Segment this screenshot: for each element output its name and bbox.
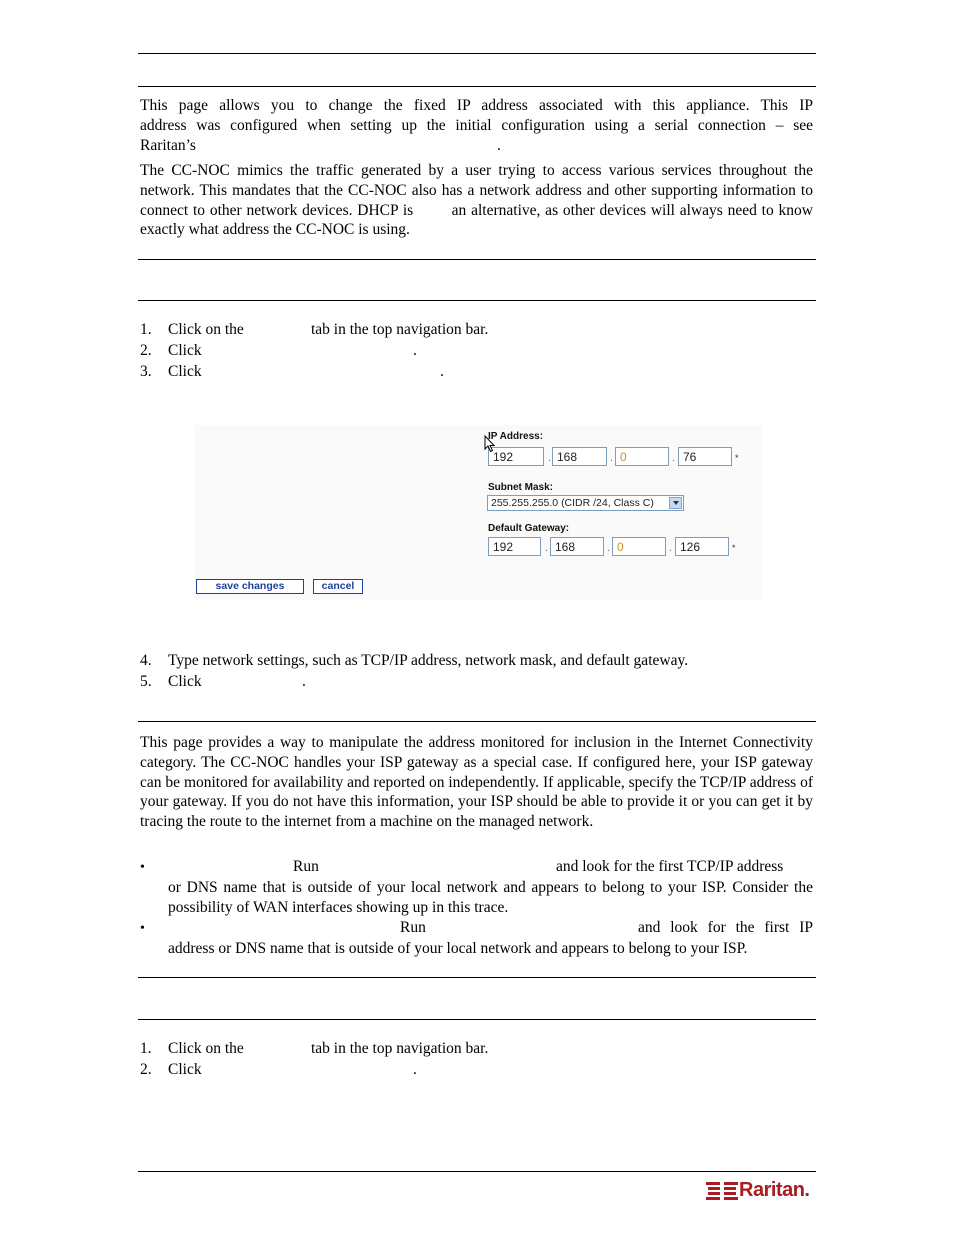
- bullet-text: and look for the first TCP/IP address: [556, 858, 784, 875]
- intro-line-2: address was configured when setting up the initial configuration using a serial connection – see: [140, 117, 813, 134]
- ip-octet-4-input[interactable]: 76: [678, 447, 732, 466]
- ip-address-label: IP Address:: [488, 431, 544, 442]
- step-text-end: .: [440, 363, 444, 380]
- step-text: Type network settings, such as TCP/IP address, network mask, and default gateway.: [168, 652, 689, 669]
- octet-separator: .: [548, 453, 551, 464]
- chevron-down-icon[interactable]: [669, 497, 682, 509]
- bullet-text: and look for the first IP: [638, 919, 813, 936]
- ip-octet-1-input[interactable]: 192: [488, 447, 544, 466]
- octet-separator: .: [607, 543, 610, 554]
- step-number: 4.: [140, 652, 152, 669]
- step-text-end: .: [413, 1061, 417, 1078]
- step-text-end: tab in the top navigation bar.: [311, 1040, 489, 1057]
- subnet-mask-label: Subnet Mask:: [488, 482, 554, 493]
- section-rule: [138, 300, 816, 301]
- step-text-end: .: [302, 673, 306, 690]
- section-rule: [138, 259, 816, 260]
- bullet-continuation: or DNS name that is outside of your local network and appears to belong to your ISP. Consider the possibility of WAN interfaces showing up in this trace.: [168, 879, 813, 916]
- step-text-end: tab in the top navigation bar.: [311, 321, 489, 338]
- octet-separator: .: [610, 453, 613, 464]
- step-text: Click: [168, 1061, 202, 1078]
- gateway-octet-3-input[interactable]: 0: [612, 537, 666, 556]
- step-number: 2.: [140, 342, 152, 359]
- step-text: Click: [168, 363, 202, 380]
- default-gateway-label: Default Gateway:: [488, 523, 570, 534]
- octet-separator: .: [672, 453, 675, 464]
- bullet-continuation: address or DNS name that is outside of your local network and appears to belong to your ISP.: [168, 940, 748, 957]
- section-rule: [138, 977, 816, 978]
- octet-separator: .: [669, 543, 672, 554]
- footer-rule: [138, 1171, 816, 1172]
- bullet-icon: •: [140, 860, 145, 875]
- subnet-mask-value: 255.255.255.0 (CIDR /24, Class C): [491, 497, 654, 509]
- intro-line-1: This page allows you to change the fixed IP address associated with this appliance. This IP: [140, 97, 813, 114]
- step-text-end: .: [413, 342, 417, 359]
- ip-octet-2-input[interactable]: 168: [552, 447, 607, 466]
- section-rule: [138, 721, 816, 722]
- section-rule: [138, 1019, 816, 1020]
- intro-paragraph-2: The CC-NOC mimics the traffic generated by a user trying to access various services throughout the network. This mandates that the CC-NOC also has a network address and other supporting information to connect to other network devices. DHCP is an alternative, as other devices will always need to know exactly what address the CC-NOC is using.: [140, 162, 817, 239]
- gateway-octet-1-input[interactable]: 192: [488, 537, 541, 556]
- raritan-logo-icon: [706, 1180, 740, 1202]
- raritan-logo-text: Raritan.: [739, 1179, 810, 1201]
- bullet-icon: •: [140, 921, 145, 936]
- step-text: Click on the: [168, 1040, 244, 1057]
- required-mark: *: [732, 543, 736, 553]
- save-changes-button[interactable]: save changes: [196, 579, 304, 594]
- step-text: Click on the: [168, 321, 244, 338]
- ip-octet-3-input[interactable]: 0: [615, 447, 669, 466]
- intro-line-3: Raritan’s: [140, 137, 196, 154]
- bullet-run: Run: [293, 858, 319, 875]
- step-number: 3.: [140, 363, 152, 380]
- octet-separator: .: [545, 543, 548, 554]
- step-text: Click: [168, 342, 202, 359]
- subnet-mask-select[interactable]: [487, 495, 684, 511]
- intro-line-3-end: .: [497, 137, 501, 154]
- step-text: Click: [168, 673, 202, 690]
- required-mark: *: [735, 453, 739, 463]
- section-rule: [138, 86, 816, 87]
- step-number: 1.: [140, 321, 152, 338]
- step-number: 5.: [140, 673, 152, 690]
- cancel-button[interactable]: cancel: [313, 579, 363, 594]
- gateway-octet-2-input[interactable]: 168: [550, 537, 604, 556]
- bullet-run: Run: [400, 919, 426, 936]
- gateway-octet-4-input[interactable]: 126: [675, 537, 729, 556]
- mouse-pointer-icon: [484, 435, 496, 453]
- header-rule-top: [138, 53, 816, 54]
- step-number: 2.: [140, 1061, 152, 1078]
- network-settings-screenshot: [195, 425, 761, 600]
- step-number: 1.: [140, 1040, 152, 1057]
- isp-paragraph: This page provides a way to manipulate the address monitored for inclusion in the Internet Connectivity category. The CC-NOC handles your ISP gateway as a special case. If configured here, your ISP gateway can be monitored for availability and reported on independently. If applicable, specify the TCP/IP address of your gateway. If you do not have this information, your ISP should be able to provide it or you can get it by tracing the route to the internet from a machine on the managed network.: [140, 734, 813, 831]
